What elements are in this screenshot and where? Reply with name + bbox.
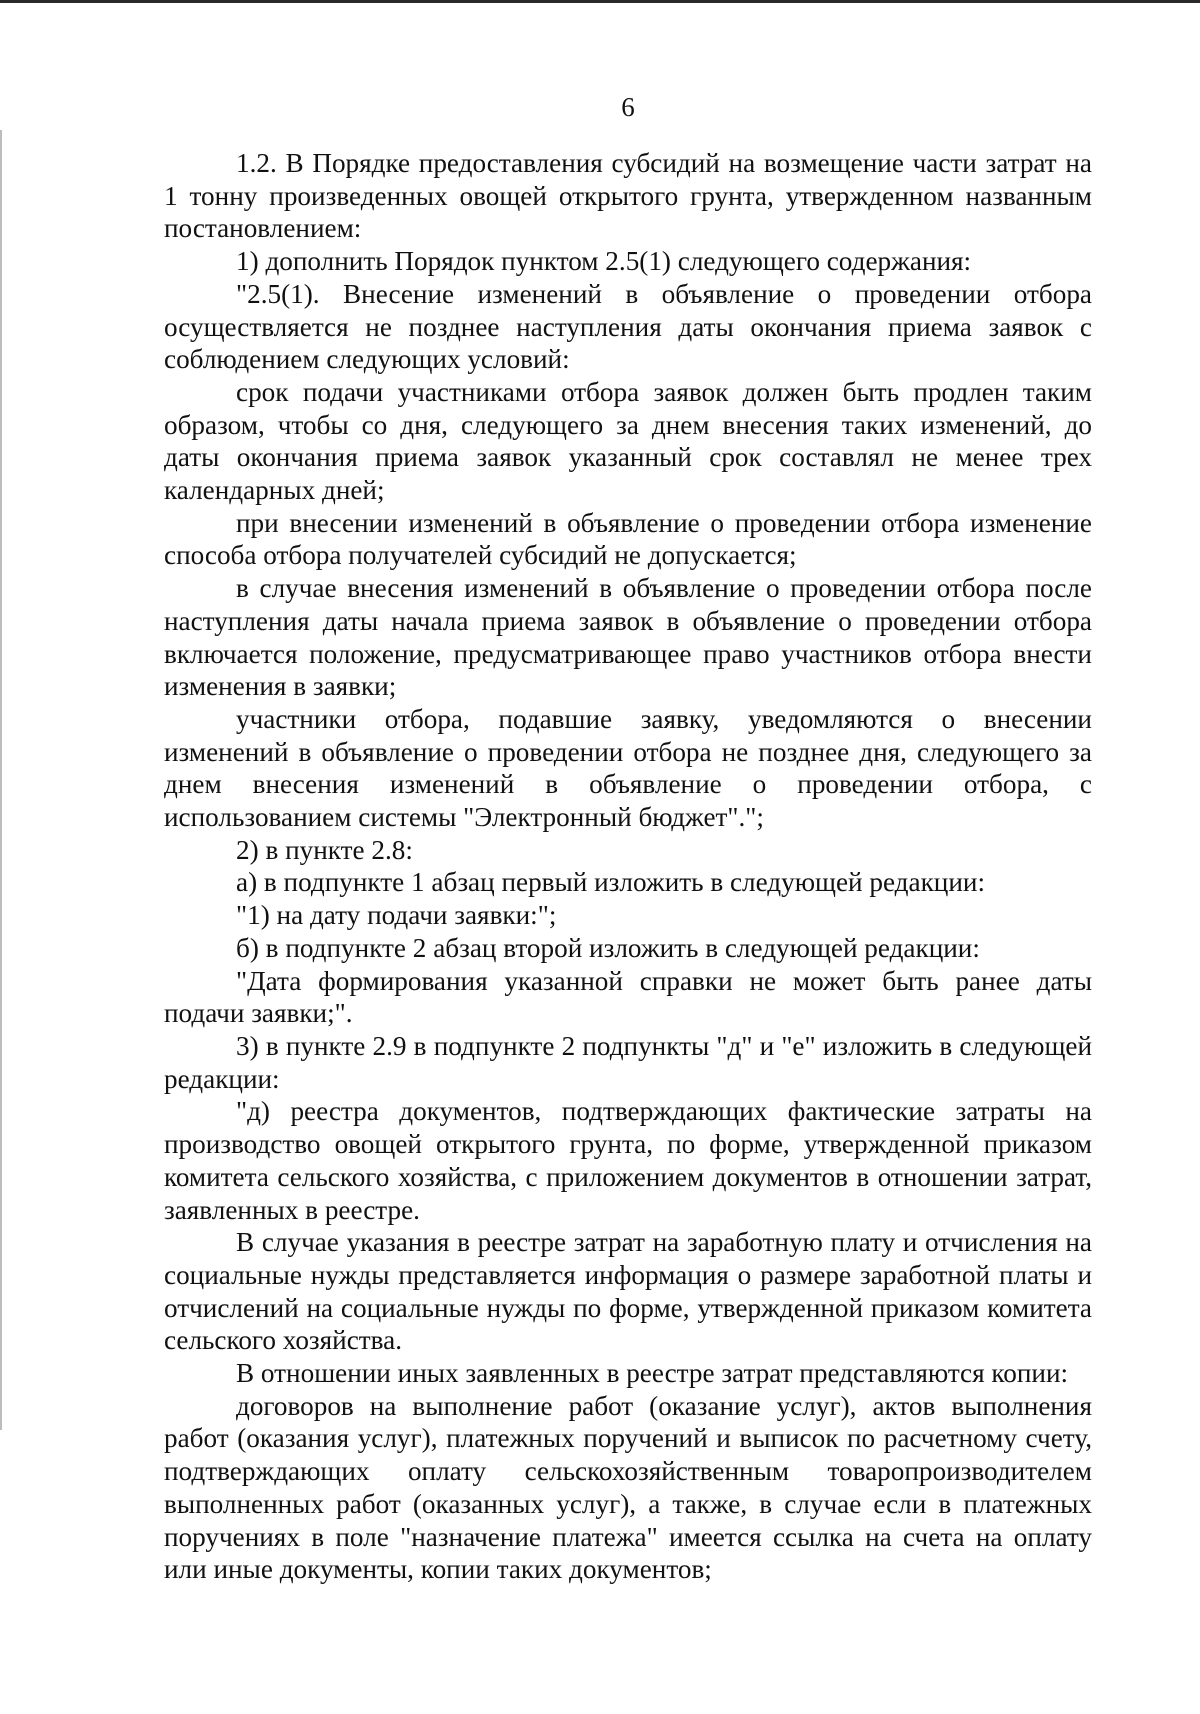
scan-edge-top [0, 0, 1200, 3]
paragraph-quote-2-5-1: "2.5(1). Внесение изменений в объявление о проведении отбора осуществляется не позднее наступления даты окончания приема заявок с соблюдением следующих условий: [164, 278, 1092, 375]
paragraph-quote-2a: "1) на дату подачи заявки:"; [236, 900, 557, 931]
paragraph-quote-2b: "Дата формирования указанной справки не может быть ранее даты подачи заявки;". [164, 965, 1092, 1029]
paragraph-item-3: 3) в пункте 2.9 в подпункте 2 подпункты "д" и "е" изложить в следующей редакции: [164, 1030, 1092, 1094]
paragraph-item-1: 1) дополнить Порядок пунктом 2.5(1) следующего содержания: [236, 246, 972, 277]
paragraph-salary-case: В случае указания в реестре затрат на заработную плату и отчисления на социальные нужды представляется информация о размере заработной платы и отчислений на социальные нужды по форме, утвержденной приказом комитета сельского хозяйства. [164, 1227, 1092, 1356]
paragraph-other-costs: В отношении иных заявленных в реестре затрат представляются копии: [236, 1358, 1069, 1389]
paragraph-1-2-intro: 1.2. В Порядке предоставления субсидий на возмещение части затрат на 1 тонну произведенных овощей открытого грунта, утвержденном названным постановлением: [164, 148, 1092, 244]
paragraph-method-change: при внесении изменений в объявление о проведении отбора изменение способа отбора получателей субсидий не допускается; [164, 507, 1092, 571]
paragraph-quote-d: "д) реестра документов, подтверждающих фактические затраты на производство овощей открытого грунта, по форме, утвержденной приказом комитета сельского хозяйства, с приложением документов в отношении затрат, заявленных в реестре. [164, 1096, 1092, 1225]
paragraph-notification: участники отбора, подавшие заявку, уведомляются о внесении изменений в объявление о проведении отбора не позднее дня, следующего за днем внесения изменений в объявление о проведении отбора, с использованием системы "Электронный бюджет"."; [164, 703, 1092, 833]
scan-edge-left [0, 130, 2, 1430]
paragraph-item-2b: б) в подпункте 2 абзац второй изложить в следующей редакции: [236, 932, 980, 963]
paragraph-item-2: 2) в пункте 2.8: [236, 834, 413, 865]
paragraph-deadline-extension: срок подачи участниками отбора заявок должен быть продлен таким образом, чтобы со дня, следующего за днем внесения таких изменений, до даты окончания приема заявок указанный срок составлял не менее трех календарных дней; [164, 376, 1092, 506]
document-body [164, 147, 1092, 1586]
page-number: 6 [621, 92, 635, 122]
paragraph-after-start: в случае внесения изменений в объявление о проведении отбора после наступления даты начала приема заявок в объявление о проведении отбора включается положение, предусматривающее право участников отбора внести изменения в заявки; [164, 573, 1092, 702]
paragraph-contracts: договоров на выполнение работ (оказание услуг), актов выполнения работ (оказания услуг), платежных поручений и выписок по расчетному счету, подтверждающих оплату сельскохозяйственным товаропроизводителем выполненных работ (оказанных услуг), а также, в случае если в платежных поручениях в поле "назначение платежа" имеется ссылка на счета на оплату или иные документы, копии таких документов; [164, 1390, 1092, 1585]
paragraph-item-2a: а) в подпункте 1 абзац первый изложить в следующей редакции: [236, 867, 985, 898]
